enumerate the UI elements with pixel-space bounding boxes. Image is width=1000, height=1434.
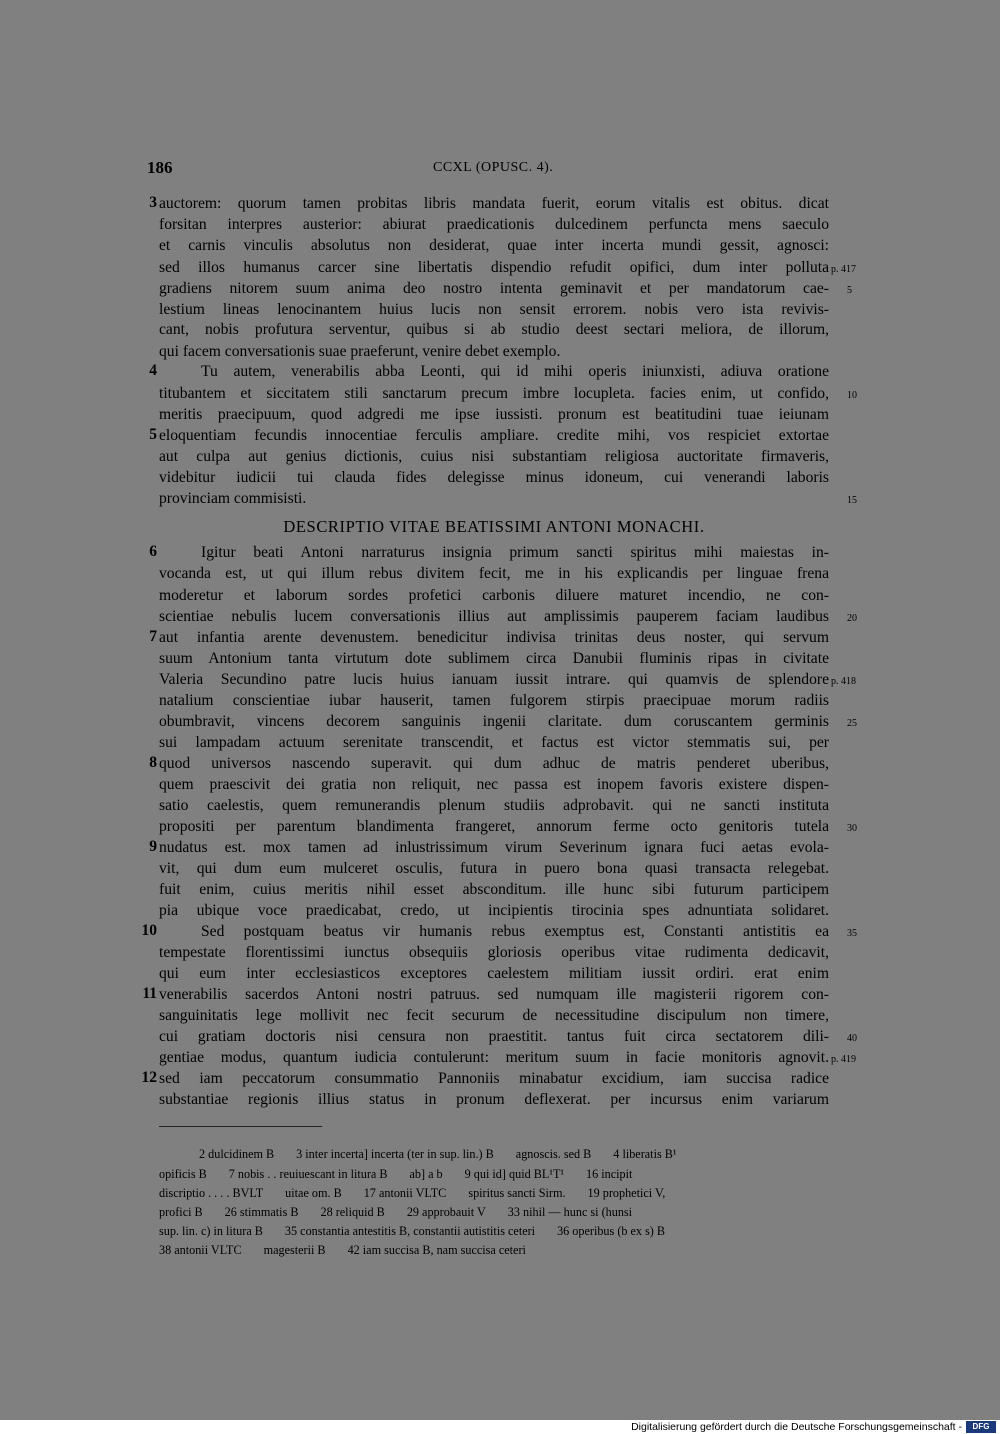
text-line: tempestate florentissimi iunctus obsequiis gloriosis operibus vitae rudimenta dedicavit, <box>159 944 829 961</box>
text-line: venerabilis sacerdos Antoni nostri patruus. sed numquam ille magisterii rigorem con- <box>159 986 829 1003</box>
text-line: forsitan interpres austerior: abiurat praedicationis dulcedinem perfuncta mens saeculo <box>159 216 829 233</box>
paragraph-number: 9 <box>149 838 157 855</box>
text-line: vit, qui dum eum mulceret osculis, futura in puero bona quasi transacta relegebat. <box>159 860 829 877</box>
paragraph-number: 5 <box>149 426 157 443</box>
text-line: fuit enim, cuius meritis nihil esset absconditum. ille hunc sibi futurum participem <box>159 881 829 898</box>
text-line: satio caelestis, quem remunerandis plenum studiis adprobavit. qui ne sancti instituta <box>159 797 829 814</box>
line-number: 5 <box>847 285 852 296</box>
text-line: substantiae regionis illius status in pronum deflexerat. per incursus enim variarum <box>159 1091 829 1108</box>
paragraph-number: 8 <box>149 754 157 771</box>
text-line: aut culpa aut genius dictionis, cuius nisi substantiam religiosa auctoritate firmaveris, <box>159 448 829 465</box>
footer-bar <box>0 1420 1000 1434</box>
running-title: CCXL (OPUSC. 4). <box>433 160 554 175</box>
text-line: quod universos nascendo superavit. qui dum adhuc de matris penderet uberibus, <box>159 755 829 772</box>
footnote-line: 38 antonii VLTC magesterii B 42 iam succisa B, nam succisa ceteri <box>159 1243 526 1257</box>
line-number: 35 <box>847 928 857 939</box>
footnote-rule <box>159 1126 322 1127</box>
line-number: 30 <box>847 823 857 834</box>
text-line: gradiens nitorem suum anima deo nostro intenta geminavit et per mandatorum cae- <box>159 280 829 297</box>
paragraph-number: 11 <box>142 985 157 1002</box>
text-line: titubantem et siccitatem stili sanctarum precum imbre locupleta. facies enim, ut confido, <box>159 385 829 402</box>
footnote-line: discriptio . . . . BVLT uitae om. B 17 antonii VLTC spiritus sancti Sirm. 19 prophetici V, <box>159 1186 666 1200</box>
text-line: provinciam commisisti. <box>159 490 307 507</box>
text-line: nudatus est. mox tamen ad inlustrissimum virum Severinum ignara fuci aetas evola- <box>159 839 829 856</box>
text-line: cant, nobis profutura serventur, quibus si ab studio deest sectari meliora, de illorum, <box>159 321 829 338</box>
text-line: obumbravit, vincens decorem sanguinis ingenii claritate. dum coruscantem germinis <box>159 713 829 730</box>
line-number: 15 <box>847 495 857 506</box>
text-line: Sed postquam beatus vir humanis rebus exemptus est, Constanti antistitis ea <box>201 923 829 940</box>
paragraph-number: 10 <box>141 922 157 939</box>
text-line: videbitur iudicii tui clauda fides delegisse minus idoneum, cui venerandi laboris <box>159 469 829 486</box>
text-line: scientiae nebulis lucem conversationis illius aut amplissimis pauperem faciam laudibus <box>159 608 829 625</box>
footer-credit: Digitalisierung gefördert durch die Deutsche Forschungsgemeinschaft - <box>631 1421 962 1433</box>
page-reference: p. 418 <box>831 676 856 687</box>
text-line: gentiae modus, quantum iudicia contulerunt: meritum suum in facie monitoris agnovit. <box>159 1049 829 1066</box>
text-line: lestium lineas lenocinantem huius lucis non sensit errorem. nobis vero ista revivis- <box>159 301 829 318</box>
text-line: Tu autem, venerabilis abba Leonti, qui id mihi operis iniunxisti, adiuva oratione <box>201 363 829 380</box>
paragraph-number: 6 <box>149 543 157 560</box>
page-reference: p. 419 <box>831 1054 856 1065</box>
line-number: 40 <box>847 1033 857 1044</box>
paragraph-number: 4 <box>149 362 157 379</box>
text-line: sed illos humanus carcer sine libertatis dispendio refudit opifici, dum inter polluta <box>159 259 829 276</box>
page-number: 186 <box>147 158 173 177</box>
line-number: 25 <box>847 718 857 729</box>
text-line: pia ubique voce praedicabat, credo, ut incipientis tirocinia spes adnuntiata solidaret. <box>159 902 829 919</box>
page-reference: p. 417 <box>831 264 856 275</box>
dfg-logo-icon: DFG <box>966 1421 996 1433</box>
section-heading: DESCRIPTIO VITAE BEATISSIMI ANTONI MONACHI. <box>283 517 705 536</box>
text-line: eloquentiam fecundis innocentiae ferculis ampliare. credite mihi, vos respiciet extortae <box>159 427 829 444</box>
text-line: et carnis vinculis absolutus non desiderat, quae inter incerta mundi gessit, agnosci: <box>159 237 829 254</box>
text-line: vocanda est, ut qui illum rebus divitem fecit, me in his explicandis per linguae frena <box>159 565 829 582</box>
footnote-line: profici B 26 stimmatis B 28 reliquid B 29 approbauit V 33 nihil — hunc si (hunsi <box>159 1205 633 1219</box>
text-line: sui lampadam actuum serenitate transcendit, et factus est victor stemmatis sui, per <box>159 734 829 751</box>
text-line: sanguinitatis lege mollivit nec fecit securum de necessitudine discipulum non timere, <box>159 1007 829 1024</box>
text-line: propositi per parentum blandimenta frangeret, annorum ferme octo genitoris tutela <box>159 818 829 835</box>
footnote-line: opificis B 7 nobis . . reuiuescant in litura B ab] a b 9 qui id] quid BL¹T¹ 16 incipit <box>159 1167 633 1181</box>
text-line: sed iam peccatorum consummatio Pannoniis minabatur excidium, iam succisa radice <box>159 1070 829 1087</box>
text-line: qui eum inter ecclesiasticos exceptores caelestem militiam iussit ordiri. erat enim <box>159 965 829 982</box>
text-line: aut infantia arente devenustem. benedicitur indivisa trinitas deus noster, qui servum <box>159 629 829 646</box>
text-line: natalium conscientiae iubar hauserit, tamen fulgorem stirpis praecipuae morum radiis <box>159 692 829 709</box>
text-line: suum Antonium tanta virtutum dote sublimem circa Danubii fluminis ripas in civitate <box>159 650 829 667</box>
text-line: cui gratiam doctoris nisi censura non praestitit. tantus fuit circa sectatorem dili- <box>159 1028 829 1045</box>
text-line: qui facem conversationis suae praeferunt, venire debet exemplo. <box>159 343 561 360</box>
line-number: 20 <box>847 613 857 624</box>
line-number: 10 <box>847 390 857 401</box>
footnote-line: sup. lin. c) in litura B 35 constantia antestitis B, constantii autistitis ceteri 36 operibus (b ex s) B <box>159 1224 666 1238</box>
text-line: Igitur beati Antoni narraturus insignia primum sancti spiritus mihi maiestas in- <box>201 544 829 561</box>
text-line: auctorem: quorum tamen probitas libris mandata fuerit, eorum vitalis est obitus. dicat <box>159 195 829 212</box>
paragraph-number: 7 <box>149 628 157 645</box>
text-line: quem praescivit dei gratia non reliquit, nec passa est inopem favoris existere dispen- <box>159 776 829 793</box>
text-line: Valeria Secundino patre lucis huius ianuam iussit intrare. qui quamvis de splendore <box>159 671 829 688</box>
text-line: moderetur et laborum sordes profetici carbonis diluere maturet incendio, ne con- <box>159 587 829 604</box>
paragraph-number: 12 <box>141 1069 157 1086</box>
paragraph-number: 3 <box>149 194 157 211</box>
footnote-line: 2 dulcidinem B 3 inter incerta] incerta (ter in sup. lin.) B agnoscis. sed B 4 liberatis B¹ <box>199 1147 677 1161</box>
text-line: meritis praecipuum, quod adgredi me ipse iussisti. pronum est beatitudini tuae ieiunam <box>159 406 829 423</box>
